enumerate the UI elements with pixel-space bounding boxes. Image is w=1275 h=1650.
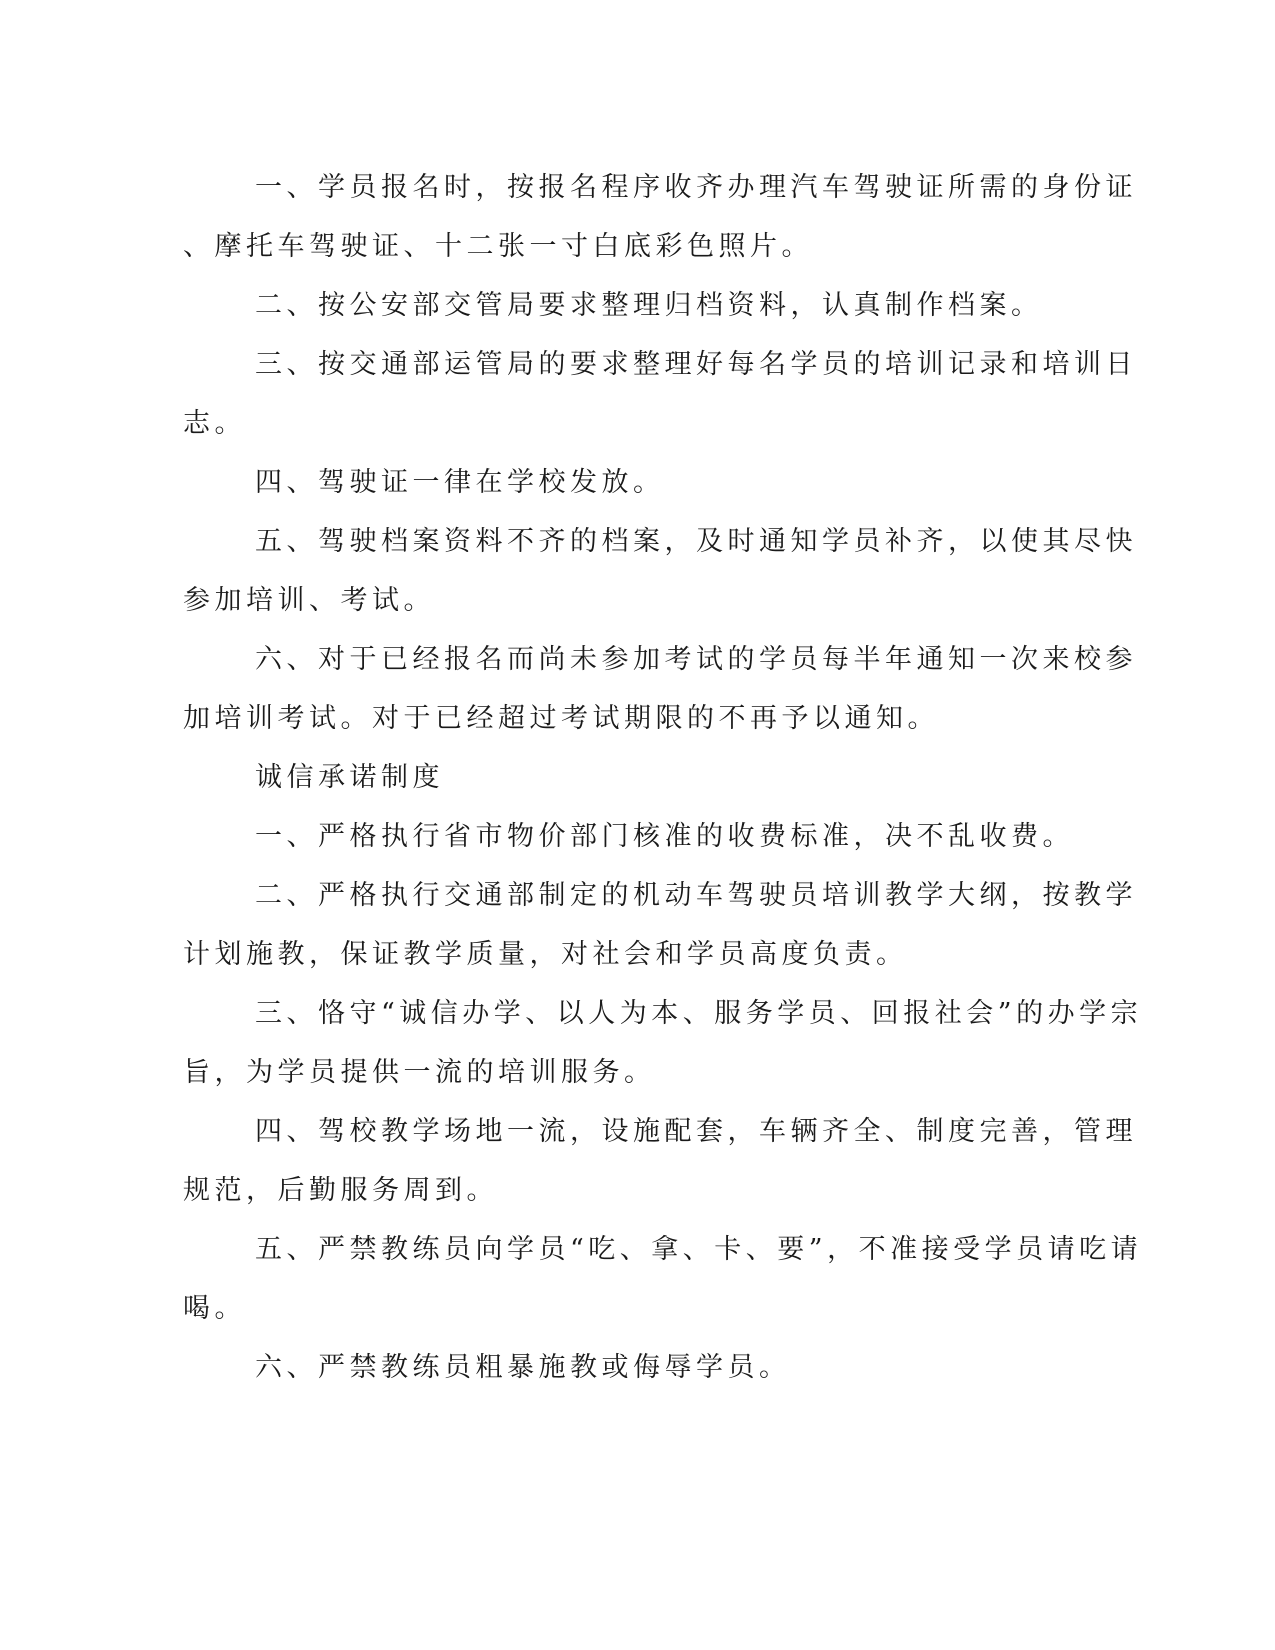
paragraph [183, 453, 1038, 512]
paragraph [183, 630, 1137, 748]
paragraph [183, 1220, 1143, 1338]
paragraph [183, 276, 1043, 335]
paragraph-line: 规范，后勤服务周到。 [183, 1175, 498, 1206]
section-heading [183, 748, 1038, 807]
paragraph-line: 五、驾驶档案资料不齐的档案，及时通知学员补齐，以使其尽快 [255, 526, 1137, 557]
paragraph-line: 参加培训、考试。 [183, 585, 435, 616]
paragraph [183, 512, 1137, 630]
paragraph-line: 加培训考试。对于已经超过考试期限的不再予以通知。 [183, 703, 939, 734]
paragraph-line: 计划施教，保证教学质量，对社会和学员高度负责。 [183, 939, 908, 970]
paragraph-line: 一、严格执行省市物价部门核准的收费标准，决不乱收费。 [255, 821, 1074, 852]
paragraph [183, 866, 1137, 984]
paragraph-line: 、摩托车驾驶证、十二张一寸白底彩色照片。 [183, 231, 813, 262]
paragraph [183, 807, 1074, 866]
section-heading-text: 诚信承诺制度 [255, 762, 444, 793]
paragraph-line: 志。 [183, 408, 246, 439]
paragraph-line: 喝。 [183, 1293, 246, 1324]
paragraph [183, 1338, 1038, 1397]
paragraph [183, 1102, 1137, 1220]
paragraph-line: 二、严格执行交通部制定的机动车驾驶员培训教学大纲，按教学 [255, 880, 1137, 911]
paragraph-line: 旨，为学员提供一流的培训服务。 [183, 1057, 656, 1088]
paragraph [183, 335, 1137, 453]
document-body [183, 158, 1143, 1397]
paragraph-line: 六、对于已经报名而尚未参加考试的学员每半年通知一次来校参 [255, 644, 1137, 675]
paragraph [183, 984, 1143, 1102]
paragraph-line: 六、严禁教练员粗暴施教或侮辱学员。 [255, 1352, 791, 1383]
paragraph-line: 四、驾驶证一律在学校发放。 [255, 467, 665, 498]
paragraph-line: 一、学员报名时，按报名程序收齐办理汽车驾驶证所需的身份证 [255, 172, 1137, 203]
paragraph-line: 三、按交通部运管局的要求整理好每名学员的培训记录和培训日 [255, 349, 1137, 380]
paragraph-line: 三、恪守“诚信办学、以人为本、服务学员、回报社会”的办学宗 [255, 998, 1143, 1029]
paragraph-line: 四、驾校教学场地一流，设施配套，车辆齐全、制度完善，管理 [255, 1116, 1137, 1147]
paragraph-line: 二、按公安部交管局要求整理归档资料，认真制作档案。 [255, 290, 1043, 321]
paragraph [183, 158, 1137, 276]
paragraph-line: 五、严禁教练员向学员“吃、拿、卡、要”，不准接受学员请吃请 [255, 1234, 1143, 1265]
